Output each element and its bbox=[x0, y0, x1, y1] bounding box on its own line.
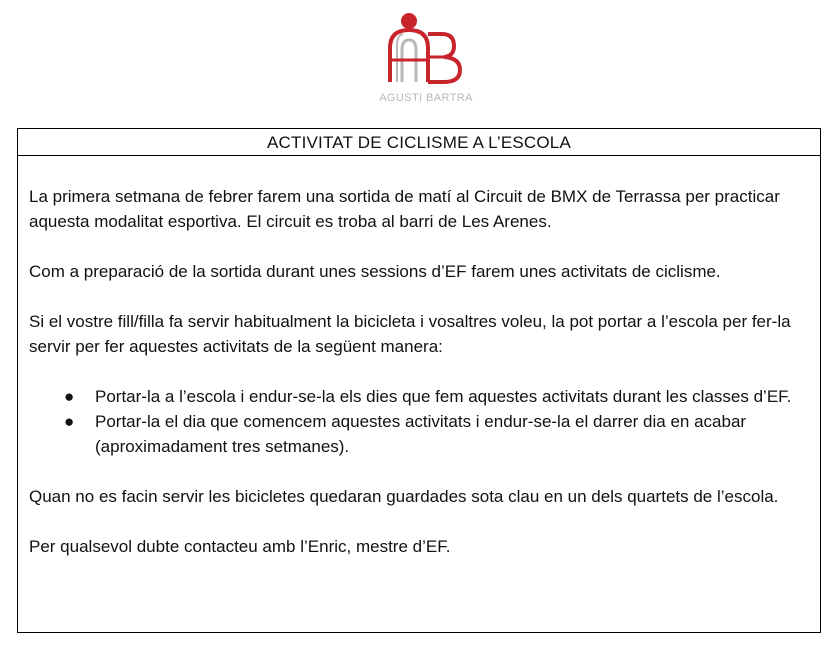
paragraph-storage: Quan no es facin servir les bicicletes quedaran guardades sota clau en un dels quartets de l’escola. bbox=[29, 487, 779, 506]
notice-box bbox=[17, 128, 821, 633]
paragraph-bicycle: Si el vostre fill/filla fa servir habitualment la bicicleta i vosaltres voleu, la pot portar a l’escola per fer-la servir per fer aquestes activitats de la següent manera: bbox=[29, 312, 791, 356]
bullet-icon: ● bbox=[64, 412, 75, 431]
paragraph-preparation: Com a preparació de la sortida durant unes sessions d’EF farem unes activitats de ciclisme. bbox=[29, 262, 721, 281]
options-list bbox=[29, 384, 815, 459]
school-logo bbox=[376, 10, 476, 110]
bullet-icon: ● bbox=[64, 387, 75, 406]
logo-caption: AGUSTI BARTRA bbox=[379, 92, 473, 104]
list-item bbox=[29, 409, 815, 459]
paragraph-outing: La primera setmana de febrer farem una sortida de matí al Circuit de BMX de Terrassa per practicar aquesta modalitat esportiva. El circuit es troba al barri de Les Arenes. bbox=[29, 187, 780, 231]
paragraph-contact: Per qualsevol dubte contacteu amb l’Enric, mestre d’EF. bbox=[29, 537, 451, 556]
ab-monogram-icon bbox=[376, 10, 476, 92]
list-item-text: Portar-la el dia que comencem aquestes activitats i endur-se-la el darrer dia en acabar (aproximadament tres setmanes). bbox=[95, 412, 747, 456]
list-item-text: Portar-la a l’escola i endur-se-la els dies que fem aquestes activitats durant les classes d’EF. bbox=[95, 387, 792, 406]
list-item bbox=[29, 384, 815, 409]
notice-body bbox=[29, 184, 815, 584]
notice-title: ACTIVITAT DE CICLISME A L’ESCOLA bbox=[18, 129, 820, 156]
